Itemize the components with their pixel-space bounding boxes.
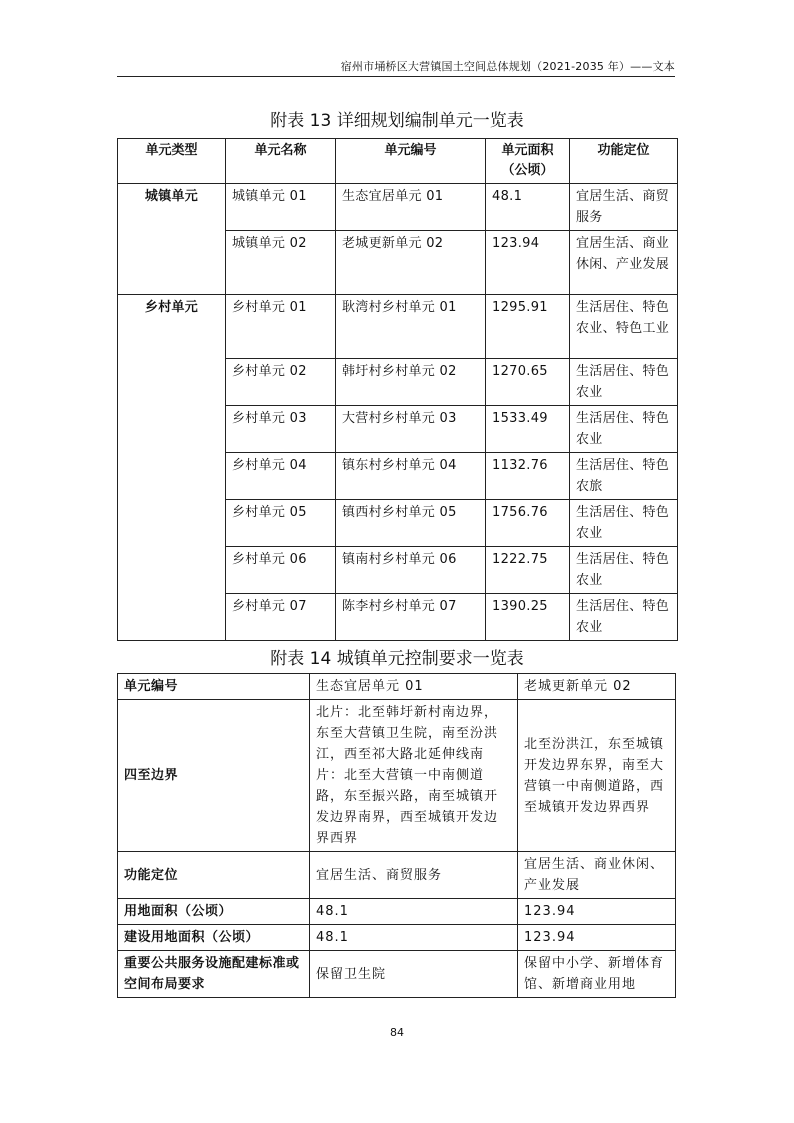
row-label: 建设用地面积（公顷）: [118, 925, 310, 951]
unit-a-cell: 宜居生活、商贸服务: [310, 852, 518, 899]
function-cell: 生活居住、特色农业: [570, 500, 678, 547]
unit-type-cell: 城镇单元: [118, 184, 226, 295]
detail-planning-unit-table: [117, 138, 678, 641]
unit-code-cell: 老城更新单元 02: [336, 231, 486, 295]
unit-name-cell: 乡村单元 02: [226, 359, 336, 406]
col-header-unit-code: 单元编号: [336, 139, 486, 184]
function-cell: 宜居生活、商业休闲、产业发展: [570, 231, 678, 295]
unit-name-cell: 乡村单元 04: [226, 453, 336, 500]
col-header-unit-name: 单元名称: [226, 139, 336, 184]
table14-title: 附表 14 城镇单元控制要求一览表: [270, 649, 524, 669]
function-cell: 生活居住、特色农业、特色工业: [570, 295, 678, 359]
table-row: [118, 899, 676, 925]
function-cell: 生活居住、特色农业: [570, 359, 678, 406]
row-label: 单元编号: [118, 674, 310, 700]
unit-b-cell: 北至汾洪江，东至城镇开发边界东界，南至大营镇一中南侧道路，西至城镇开发边界西界: [518, 700, 676, 852]
unit-code-cell: 耿湾村乡村单元 01: [336, 295, 486, 359]
unit-area-cell: 1132.76: [486, 453, 570, 500]
unit-code-cell: 韩圩村乡村单元 02: [336, 359, 486, 406]
table13-title: 附表 13 详细规划编制单元一览表: [270, 111, 524, 131]
town-unit-control-table: [117, 673, 676, 998]
unit-area-cell: 1533.49: [486, 406, 570, 453]
unit-area-cell: 1756.76: [486, 500, 570, 547]
table-row: [118, 295, 678, 359]
table-row: [118, 700, 676, 852]
table-row: [118, 184, 678, 231]
unit-name-cell: 乡村单元 03: [226, 406, 336, 453]
function-cell: 生活居住、特色农业: [570, 406, 678, 453]
function-cell: 宜居生活、商贸服务: [570, 184, 678, 231]
unit-code-cell: 镇东村乡村单元 04: [336, 453, 486, 500]
unit-b-header: 老城更新单元 02: [518, 674, 676, 700]
unit-code-cell: 镇西村乡村单元 05: [336, 500, 486, 547]
unit-area-cell: 123.94: [486, 231, 570, 295]
function-cell: 生活居住、特色农业: [570, 594, 678, 641]
unit-a-cell: 48.1: [310, 925, 518, 951]
unit-code-cell: 大营村乡村单元 03: [336, 406, 486, 453]
row-label: 重要公共服务设施配建标准或空间布局要求: [118, 951, 310, 998]
unit-name-cell: 乡村单元 07: [226, 594, 336, 641]
unit-name-cell: 乡村单元 05: [226, 500, 336, 547]
unit-b-cell: 123.94: [518, 899, 676, 925]
unit-name-cell: 乡村单元 06: [226, 547, 336, 594]
running-header: 宿州市埇桥区大营镇国土空间总体规划（2021-2035 年）——文本: [117, 58, 675, 77]
unit-area-cell: 1295.91: [486, 295, 570, 359]
table-header-row: [118, 139, 678, 184]
unit-code-cell: 镇南村乡村单元 06: [336, 547, 486, 594]
col-header-unit-area: 单元面积（公顷）: [486, 139, 570, 184]
function-cell: 生活居住、特色农旅: [570, 453, 678, 500]
unit-area-cell: 1270.65: [486, 359, 570, 406]
row-label: 功能定位: [118, 852, 310, 899]
table-row: [118, 951, 676, 998]
unit-type-cell: 乡村单元: [118, 295, 226, 641]
unit-code-cell: 陈李村乡村单元 07: [336, 594, 486, 641]
unit-a-cell: 保留卫生院: [310, 951, 518, 998]
unit-area-cell: 1222.75: [486, 547, 570, 594]
unit-name-cell: 城镇单元 02: [226, 231, 336, 295]
unit-b-cell: 保留中小学、新增体育馆、新增商业用地: [518, 951, 676, 998]
unit-area-cell: 48.1: [486, 184, 570, 231]
unit-a-cell: 北片：北至韩圩新村南边界，东至大营镇卫生院，南至汾洪江，西至祁大路北延伸线南片：北至大营镇一中南侧道路，东至振兴路，南至城镇开发边界南界，西至城镇开发边界西界: [310, 700, 518, 852]
unit-b-cell: 123.94: [518, 925, 676, 951]
table-row: [118, 674, 676, 700]
unit-code-cell: 生态宜居单元 01: [336, 184, 486, 231]
table-row: [118, 925, 676, 951]
unit-a-header: 生态宜居单元 01: [310, 674, 518, 700]
unit-b-cell: 宜居生活、商业休闲、产业发展: [518, 852, 676, 899]
col-header-unit-type: 单元类型: [118, 139, 226, 184]
table-row: [118, 852, 676, 899]
unit-name-cell: 乡村单元 01: [226, 295, 336, 359]
row-label: 四至边界: [118, 700, 310, 852]
col-header-function: 功能定位: [570, 139, 678, 184]
unit-name-cell: 城镇单元 01: [226, 184, 336, 231]
function-cell: 生活居住、特色农业: [570, 547, 678, 594]
page-number: 84: [390, 1026, 404, 1039]
row-label: 用地面积（公顷）: [118, 899, 310, 925]
unit-a-cell: 48.1: [310, 899, 518, 925]
unit-area-cell: 1390.25: [486, 594, 570, 641]
